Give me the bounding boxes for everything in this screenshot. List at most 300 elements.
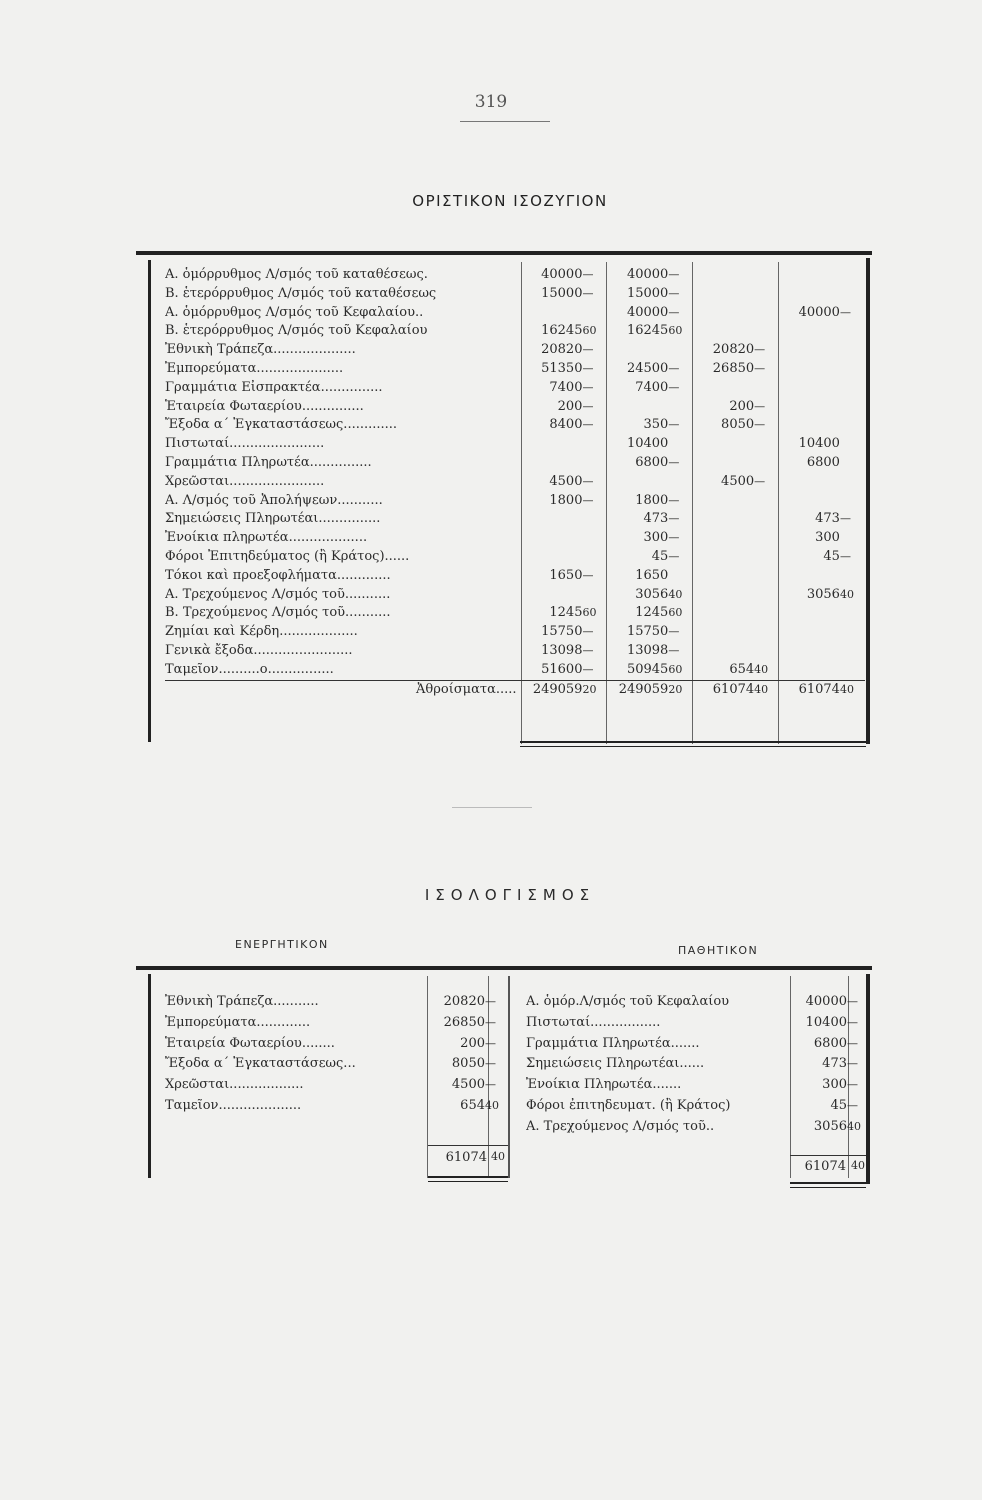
- debit-balance-cents: [754, 322, 777, 341]
- balance-cents: —: [847, 995, 858, 1008]
- row-label: Γραμμάτια Πληρωτέα...............: [165, 454, 372, 470]
- credit-balance: 40000: [798, 304, 840, 320]
- row-label: Γενικὰ ἔξοδα........................: [165, 642, 353, 658]
- credit-cents: —: [668, 455, 680, 469]
- balance-amount: 473: [822, 1056, 847, 1072]
- trial-balance-row: [165, 473, 865, 492]
- debit-amount: 20820: [541, 342, 583, 358]
- debit-amount: [521, 548, 583, 567]
- trial-balance-row: [165, 304, 865, 323]
- balance-amount: 3056: [813, 1118, 847, 1134]
- balance-cents: —: [485, 1078, 496, 1092]
- balance-row: [526, 1075, 864, 1096]
- trial-balance-row: [165, 548, 865, 567]
- credit-cents: —: [668, 643, 680, 657]
- trial-balance-row: [165, 454, 865, 473]
- debit-balance-cents: [754, 586, 777, 605]
- balance-row: [165, 992, 503, 1013]
- balance-sheet-top-rule: [136, 966, 872, 970]
- credit-balance-cents: —: [839, 305, 851, 319]
- credit-amount: 24500: [626, 360, 669, 376]
- debit-amount: 4500: [549, 473, 583, 489]
- debit-balance-cents: [754, 529, 777, 548]
- trial-balance-left-border: [148, 260, 151, 742]
- debit-balance: [691, 548, 754, 567]
- credit-cents: —: [668, 286, 680, 300]
- page-number-rule: [460, 121, 550, 122]
- debit-balance: [691, 567, 754, 586]
- debit-balance: 4500: [721, 473, 755, 489]
- balance-amount: 200: [460, 1035, 485, 1051]
- total-credit-balance-cents: 40: [840, 680, 865, 699]
- credit-cents: —: [668, 512, 680, 526]
- trial-balance-row: [165, 604, 865, 623]
- credit-cents: 60: [668, 606, 683, 620]
- credit-balance-cents: [840, 435, 865, 454]
- credit-balance: [777, 416, 840, 435]
- balance-row-label: Πιστωταί.................: [526, 1014, 661, 1030]
- debit-balance: [691, 454, 754, 473]
- debit-balance: 26850: [712, 360, 755, 376]
- trial-balance-row: [165, 379, 865, 398]
- total-debit-balance-cents: 40: [754, 680, 777, 699]
- credit-amount: 6800: [635, 454, 669, 470]
- credit-balance: [777, 322, 840, 341]
- balance-row: [526, 1096, 864, 1117]
- balance-sheet-right-border: [866, 974, 870, 1184]
- balance-row-label: Ἑταιρεία Φωταερίου........: [165, 1035, 335, 1051]
- debit-cents: —: [582, 361, 594, 375]
- credit-balance-cents: [840, 604, 865, 623]
- debit-balance: 8050: [721, 417, 755, 433]
- row-label: Σημειώσεις Πληρωτέαι...............: [165, 511, 381, 527]
- debit-cents: [582, 304, 605, 323]
- balance-sheet-title: ΙΣΟΛΟΓΙΣΜΟΣ: [424, 886, 596, 904]
- balance-amount: 4500: [451, 1077, 485, 1093]
- trial-balance-row: [165, 285, 865, 304]
- credit-balance: [777, 266, 840, 285]
- row-label: Α. Λ/σμός τοῦ Ἀπολήψεων...........: [165, 492, 383, 508]
- credit-balance-cents: [840, 360, 865, 379]
- liabilities-total-cents: 40: [851, 1159, 865, 1172]
- credit-balance-cents: [840, 642, 865, 661]
- debit-cents: [582, 586, 605, 605]
- trial-balance-row: [165, 529, 865, 548]
- total-debit-balance: 61074: [691, 680, 754, 699]
- credit-balance-cents: —: [839, 512, 851, 526]
- debit-cents: 60: [582, 324, 597, 338]
- trial-balance-totals-row: [165, 680, 865, 699]
- credit-cents: —: [668, 493, 680, 507]
- credit-balance-cents: [840, 454, 865, 473]
- credit-amount: 7400: [635, 379, 669, 395]
- page-number: 319: [474, 92, 508, 112]
- credit-cents: —: [668, 549, 680, 563]
- row-label: Β. ἑτερόρρυθμος Λ/σμός τοῦ Κεφαλαίου: [165, 323, 428, 339]
- debit-amount: 1800: [549, 492, 583, 508]
- debit-balance: [691, 623, 754, 642]
- debit-balance: 20820: [712, 342, 755, 358]
- debit-balance: [691, 304, 754, 323]
- debit-balance: [691, 379, 754, 398]
- debit-cents: —: [582, 418, 594, 432]
- balance-sheet-left-border: [148, 974, 151, 1178]
- debit-balance: [691, 322, 754, 341]
- row-label: Χρεῶσται.......................: [165, 473, 325, 489]
- debit-balance: [691, 266, 754, 285]
- balance-row: [526, 992, 864, 1013]
- debit-cents: —: [582, 662, 594, 676]
- debit-balance-cents: [754, 379, 777, 398]
- credit-balance-cents: [840, 341, 865, 360]
- credit-balance: [777, 341, 840, 360]
- row-label: Α. ὁμόρρυθμος Λ/σμός τοῦ Κεφαλαίου..: [165, 304, 424, 320]
- row-label: Β. ἑτερόρρυθμος Λ/σμός τοῦ καταθέσεως: [165, 285, 437, 301]
- credit-balance: [777, 360, 840, 379]
- debit-balance-cents: [754, 492, 777, 511]
- trial-balance-row: [165, 266, 865, 285]
- credit-balance-cents: [840, 266, 865, 285]
- debit-balance: [691, 586, 754, 605]
- balance-row: [526, 1034, 864, 1055]
- debit-cents: —: [582, 286, 594, 300]
- credit-balance-cents: [840, 492, 865, 511]
- debit-cents: —: [582, 268, 594, 281]
- debit-balance: [691, 642, 754, 661]
- balance-amount: 300: [822, 1077, 847, 1093]
- debit-balance-cents: [754, 510, 777, 529]
- credit-cents: —: [668, 361, 680, 375]
- debit-amount: 1245: [549, 605, 583, 621]
- assets-total: 61074: [445, 1150, 487, 1165]
- debit-balance: [691, 285, 754, 304]
- credit-amount: 40000: [626, 304, 669, 320]
- balance-amount: 6800: [813, 1035, 847, 1051]
- credit-balance: [777, 379, 840, 398]
- trial-balance-row: [165, 567, 865, 586]
- row-label: Ταμεῖον..........ο................: [165, 661, 334, 677]
- liabilities-heading: ΠΑΘΗΤΙΚΟΝ: [678, 944, 759, 957]
- debit-balance-cents: —: [754, 418, 766, 432]
- trial-balance-row: [165, 360, 865, 379]
- debit-balance-cents: [754, 604, 777, 623]
- credit-amount: 15750: [626, 624, 669, 640]
- balance-cents: 40: [485, 1098, 499, 1112]
- debit-cents: [582, 548, 605, 567]
- row-label: Ἔξοδα α΄ Ἐγκαταστάσεως.............: [165, 417, 398, 433]
- balance-row-label: Ἐθνικὴ Τράπεζα...........: [165, 994, 319, 1009]
- credit-balance: [777, 567, 840, 586]
- debit-amount: 51600: [541, 661, 583, 677]
- balance-amount: 40000: [805, 994, 847, 1009]
- debit-amount: 1650: [549, 567, 583, 583]
- row-label: Ἑταιρεία Φωταερίου...............: [165, 398, 364, 414]
- liabilities-double-rule: [790, 1182, 866, 1188]
- total-credit-cents: 20: [668, 680, 691, 699]
- balance-row-label: Φόροι ἐπιτηδευματ. (ἢ Κράτος): [526, 1097, 731, 1113]
- balance-cents: —: [847, 1015, 858, 1029]
- debit-amount: [521, 510, 583, 529]
- credit-balance-cents: [840, 623, 865, 642]
- total-debit-cents: 20: [582, 680, 605, 699]
- total-debit: 249059: [521, 680, 583, 699]
- credit-balance: [777, 661, 840, 680]
- credit-cents: 60: [668, 662, 683, 676]
- credit-cents: [668, 398, 691, 417]
- totals-label: Ἀθροίσματα.....: [165, 680, 521, 699]
- balance-row: [165, 1013, 503, 1034]
- credit-balance-cents: [840, 661, 865, 680]
- debit-cents: [582, 510, 605, 529]
- row-label: Ζημίαι καὶ Κέρδη...................: [165, 624, 358, 640]
- credit-cents: —: [668, 380, 680, 394]
- row-label: Ἐθνικὴ Τράπεζα....................: [165, 342, 356, 358]
- balance-cents: —: [485, 1036, 496, 1050]
- credit-balance: 300: [815, 530, 840, 546]
- balance-cents: —: [847, 1098, 858, 1112]
- row-label: Ἐνοίκια πληρωτέα...................: [165, 530, 368, 546]
- credit-amount: 473: [643, 511, 669, 527]
- balance-amount: 45: [830, 1097, 847, 1113]
- row-label: Πιστωταί.......................: [165, 436, 325, 452]
- credit-amount: [605, 398, 668, 417]
- balance-row-label: Ταμεῖον....................: [165, 1097, 302, 1113]
- credit-balance-cents: [840, 567, 865, 586]
- debit-balance-cents: [754, 623, 777, 642]
- balance-row-label: Α. Τρεχούμενος Λ/σμός τοῦ..: [526, 1118, 715, 1134]
- credit-balance-cents: [840, 398, 865, 417]
- trial-balance-row: [165, 661, 865, 680]
- credit-balance: [777, 642, 840, 661]
- debit-balance-cents: [754, 548, 777, 567]
- credit-balance: 3056: [806, 586, 840, 602]
- trial-balance-row: [165, 398, 865, 417]
- balance-row: [526, 1013, 864, 1034]
- credit-cents: [668, 567, 691, 586]
- balance-row: [526, 1054, 864, 1075]
- debit-balance: [691, 510, 754, 529]
- trial-balance-title: ΟΡΙΣΤΙΚΟΝ ΙΣΟΖΥΓΙΟΝ: [412, 192, 608, 210]
- debit-amount: 16245: [541, 323, 583, 339]
- balance-row: [165, 1054, 503, 1075]
- balance-row-label: Ἐνοίκια Πληρωτέα.......: [526, 1077, 682, 1093]
- debit-amount: [521, 454, 583, 473]
- balance-row: [165, 1034, 503, 1055]
- credit-cents: —: [668, 625, 680, 639]
- trial-balance-row: [165, 341, 865, 360]
- debit-amount: [521, 529, 583, 548]
- credit-amount: 10400: [626, 436, 669, 452]
- debit-amount: 13098: [541, 642, 583, 658]
- debit-amount: 51350: [541, 360, 583, 376]
- balance-row-label: Χρεῶσται..................: [165, 1077, 304, 1093]
- credit-amount: 1245: [635, 605, 669, 621]
- debit-cents: —: [582, 380, 594, 394]
- trial-balance-row: [165, 623, 865, 642]
- balance-row-label: Ἐμπορεύματα.............: [165, 1014, 311, 1030]
- balance-amount: 26850: [443, 1014, 485, 1030]
- balance-row-label: Ἔξοδα α΄ Ἐγκαταστάσεως...: [165, 1056, 356, 1072]
- balance-row: [165, 1075, 503, 1096]
- trial-balance-row: [165, 322, 865, 341]
- credit-cents: —: [668, 418, 680, 432]
- row-label: Β. Τρεχούμενος Λ/σμός τοῦ...........: [165, 605, 391, 621]
- balance-amount: 654: [460, 1097, 485, 1113]
- credit-amount: 50945: [626, 661, 669, 677]
- debit-cents: —: [582, 568, 594, 582]
- section-separator: [452, 807, 532, 808]
- debit-cents: —: [582, 343, 594, 357]
- debit-balance-cents: [754, 454, 777, 473]
- credit-amount: 1650: [635, 567, 669, 583]
- credit-amount: 40000: [626, 267, 669, 282]
- debit-amount: 15750: [541, 624, 583, 640]
- balance-row: [526, 1117, 864, 1138]
- credit-balance: [777, 398, 840, 417]
- assets-total-rule: [428, 1145, 508, 1146]
- balance-row-label: Γραμμάτια Πληρωτέα.......: [526, 1035, 700, 1051]
- credit-amount: 16245: [626, 323, 669, 339]
- credit-amount: 350: [643, 417, 669, 433]
- debit-balance-cents: —: [754, 399, 766, 413]
- debit-balance: [691, 529, 754, 548]
- credit-balance-cents: [840, 473, 865, 492]
- credit-balance-cents: —: [839, 549, 851, 563]
- debit-balance: 200: [729, 398, 755, 414]
- debit-balance-cents: [754, 304, 777, 323]
- balance-cents: —: [485, 995, 496, 1008]
- balance-cents: —: [847, 1036, 858, 1050]
- debit-cents: [582, 435, 605, 454]
- debit-balance-cents: [754, 285, 777, 304]
- liabilities-total: 61074: [804, 1159, 846, 1174]
- debit-cents: —: [582, 643, 594, 657]
- credit-cents: 60: [668, 324, 683, 338]
- credit-balance: [777, 623, 840, 642]
- trial-balance-row: [165, 586, 865, 605]
- credit-cents: —: [668, 268, 680, 281]
- trial-balance-row: [165, 435, 865, 454]
- debit-amount: 7400: [549, 379, 583, 395]
- credit-amount: 45: [651, 548, 669, 564]
- credit-balance: [777, 285, 840, 304]
- debit-balance-cents: —: [754, 343, 766, 357]
- credit-balance: 6800: [806, 454, 840, 470]
- debit-balance-cents: [754, 435, 777, 454]
- debit-balance-cents: [754, 567, 777, 586]
- credit-cents: —: [668, 531, 680, 545]
- balance-sheet-center-rule: [508, 976, 510, 1178]
- trial-balance-row: [165, 492, 865, 511]
- debit-balance-cents: —: [754, 361, 766, 375]
- credit-balance: 10400: [798, 436, 840, 452]
- debit-balance-cents: [754, 266, 777, 285]
- debit-balance-cents: [754, 642, 777, 661]
- debit-cents: —: [582, 493, 594, 507]
- row-label: Α. Τρεχούμενος Λ/σμός τοῦ...........: [165, 586, 391, 602]
- credit-amount: [605, 473, 668, 492]
- debit-balance: [691, 604, 754, 623]
- credit-amount: 1800: [635, 492, 669, 508]
- credit-cents: 40: [668, 587, 683, 601]
- balance-row-label: Α. ὁμόρ.Λ/σμός τοῦ Κεφαλαίου: [526, 994, 730, 1009]
- row-label: Γραμμάτια Εἰσπρακτέα...............: [165, 379, 383, 395]
- balance-amount: 20820: [443, 994, 485, 1009]
- debit-cents: [582, 454, 605, 473]
- credit-cents: [668, 341, 691, 360]
- total-credit: 249059: [605, 680, 668, 699]
- liabilities-total-rule: [790, 1155, 866, 1156]
- credit-balance: [777, 473, 840, 492]
- trial-balance-row: [165, 642, 865, 661]
- debit-balance-cents: 40: [754, 662, 769, 676]
- debit-balance: 654: [729, 661, 755, 677]
- credit-balance-cents: [840, 285, 865, 304]
- debit-amount: [521, 435, 583, 454]
- credit-cents: [668, 435, 691, 454]
- liabilities-table: [526, 992, 864, 1138]
- credit-amount: 15000: [626, 285, 669, 301]
- debit-amount: 8400: [549, 417, 583, 433]
- balance-cents: —: [485, 1015, 496, 1029]
- trial-balance-row: [165, 416, 865, 435]
- credit-balance-cents: [840, 379, 865, 398]
- balance-row-label: Σημειώσεις Πληρωτέαι......: [526, 1056, 705, 1072]
- balance-cents: —: [847, 1078, 858, 1092]
- assets-total-cents: 40: [491, 1150, 505, 1163]
- row-label: Ἐμπορεύματα.....................: [165, 360, 344, 376]
- credit-amount: 300: [643, 530, 669, 546]
- credit-cents: [668, 473, 691, 492]
- row-label: Τόκοι καὶ προεξοφλήματα.............: [165, 567, 391, 583]
- balance-amount: 10400: [805, 1014, 847, 1030]
- credit-balance: [777, 604, 840, 623]
- balance-cents: —: [485, 1057, 496, 1071]
- debit-cents: —: [582, 474, 594, 488]
- balance-amount: 8050: [451, 1056, 485, 1072]
- debit-cents: [582, 529, 605, 548]
- credit-balance-cents: [840, 529, 865, 548]
- debit-balance-cents: —: [754, 474, 766, 488]
- debit-cents: 60: [582, 606, 597, 620]
- total-credit-balance: 61074: [777, 680, 840, 699]
- credit-balance: 473: [815, 511, 840, 527]
- trial-balance-table: [165, 266, 865, 699]
- debit-balance: [691, 435, 754, 454]
- credit-balance-cents: [840, 322, 865, 341]
- debit-amount: 200: [557, 398, 583, 414]
- credit-balance: 45: [823, 548, 840, 564]
- assets-heading: ΕΝΕΡΓΗΤΙΚΟΝ: [235, 938, 329, 951]
- credit-amount: 13098: [626, 642, 669, 658]
- assets-double-rule: [428, 1176, 508, 1182]
- debit-amount: 15000: [541, 285, 583, 301]
- credit-balance-cents: 40: [839, 587, 854, 601]
- credit-balance: [777, 492, 840, 511]
- balance-cents: —: [847, 1057, 858, 1071]
- trial-balance-top-rule: [136, 251, 872, 255]
- credit-amount: [605, 341, 668, 360]
- row-label: Α. ὁμόρρυθμος Λ/σμός τοῦ καταθέσεως.: [165, 267, 428, 282]
- credit-cents: —: [668, 305, 680, 319]
- credit-balance-cents: [840, 416, 865, 435]
- trial-balance-right-border: [866, 258, 870, 744]
- trial-balance-row: [165, 510, 865, 529]
- balance-cents: 40: [847, 1119, 861, 1133]
- debit-amount: [521, 586, 583, 605]
- balance-row: [165, 1096, 503, 1117]
- trial-balance-double-rule: [520, 741, 866, 747]
